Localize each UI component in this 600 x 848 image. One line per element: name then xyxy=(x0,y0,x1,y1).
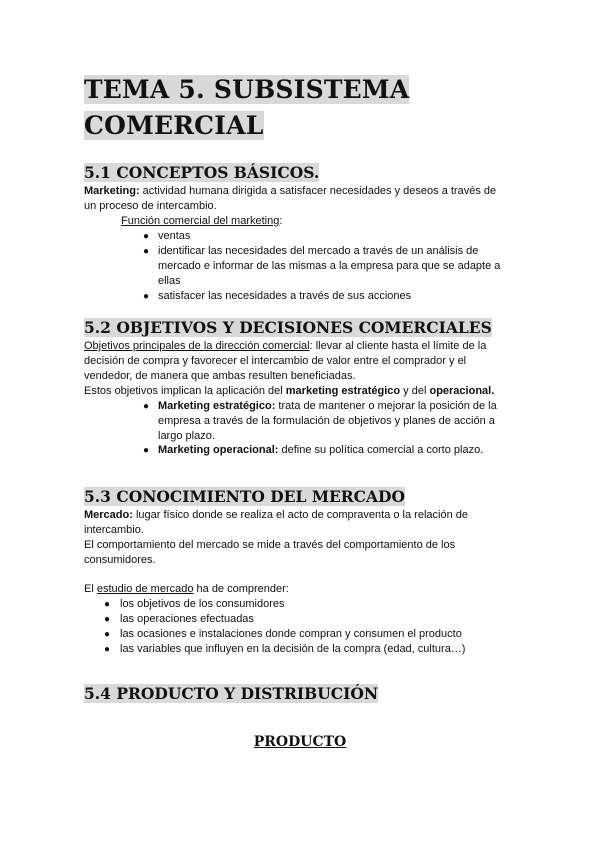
list-item: Marketing estratégico: trata de mantener o mejorar la posición de la xyxy=(158,400,497,412)
bullet-icon: ● xyxy=(104,644,111,655)
section-heading-5-1: 5.1 CONCEPTOS BÁSICOS. xyxy=(84,163,320,182)
title-line-1: TEMA 5. SUBSISTEMA xyxy=(84,75,410,104)
list-item: Marketing operacional: define su política comercial a corto plazo. xyxy=(158,444,484,456)
marketing-definition-line-2: un proceso de intercambio. xyxy=(84,200,217,212)
mercado-definition-line-2: intercambio. xyxy=(84,524,144,536)
list-item: las ocasiones e instalaciones donde compran y consumen el producto xyxy=(120,628,462,640)
comportamiento-line-1: El comportamiento del mercado se mide a través del comportamiento de los xyxy=(84,539,456,551)
list-item-continued: largo plazo. xyxy=(158,430,215,442)
section-heading-5-2: 5.2 OBJETIVOS Y DECISIONES COMERCIALES xyxy=(84,318,492,337)
objetivos-line-3: vendedor, de manera que ambas resulten beneficiadas. xyxy=(84,370,356,382)
list-item: las operaciones efectuadas xyxy=(120,613,254,625)
list-item: satisfacer las necesidades a través de sus acciones xyxy=(158,290,412,302)
list-item-continued: mercado e informar de las mismas a la empresa para que se adapte a xyxy=(158,260,501,272)
bullet-icon: ● xyxy=(143,231,150,242)
list-item-continued: ellas xyxy=(158,275,181,287)
producto-subheading: PRODUCTO xyxy=(253,734,347,750)
objetivos-line-1: Objetivos principales de la dirección comercial: llevar al cliente hasta el límite de la xyxy=(84,340,487,352)
bullet-icon: ● xyxy=(143,291,150,302)
list-item: ventas xyxy=(158,230,191,242)
list-item: los objetivos de los consumidores xyxy=(120,598,285,610)
comportamiento-line-2: consumidores. xyxy=(84,554,156,566)
marketing-definition-line-1: Marketing: actividad humana dirigida a satisfacer necesidades y deseos a través de xyxy=(84,185,497,197)
title-line-2: COMERCIAL xyxy=(84,111,264,140)
estudio-mercado-line: El estudio de mercado ha de comprender: xyxy=(84,583,289,595)
bullet-icon: ● xyxy=(143,246,150,257)
funcion-comercial-label: Función comercial del marketing: xyxy=(121,215,283,227)
mercado-definition-line-1: Mercado: lugar físico donde se realiza el acto de compraventa o la relación de xyxy=(84,509,468,521)
bullet-icon: ● xyxy=(104,614,111,625)
list-item-continued: empresa a través de la formulación de objetivos y planes de acción a xyxy=(158,415,495,427)
section-heading-5-4: 5.4 PRODUCTO Y DISTRIBUCIÓN xyxy=(84,684,379,703)
implican-line: Estos objetivos implican la aplicación del marketing estratégico y del operacional. xyxy=(84,385,495,397)
bullet-icon: ● xyxy=(104,599,111,610)
bullet-icon: ● xyxy=(104,629,111,640)
objetivos-line-2: decisión de compra y favorecer el intercambio de valor entre el comprador y el xyxy=(84,355,467,367)
list-item: las variables que influyen en la decisión de la compra (edad, cultura…) xyxy=(120,643,466,655)
bullet-icon: ● xyxy=(143,445,150,456)
list-item: identificar las necesidades del mercado a través de un análisis de xyxy=(158,245,479,257)
section-heading-5-3: 5.3 CONOCIMIENTO DEL MERCADO xyxy=(84,487,405,506)
bullet-icon: ● xyxy=(143,401,150,412)
